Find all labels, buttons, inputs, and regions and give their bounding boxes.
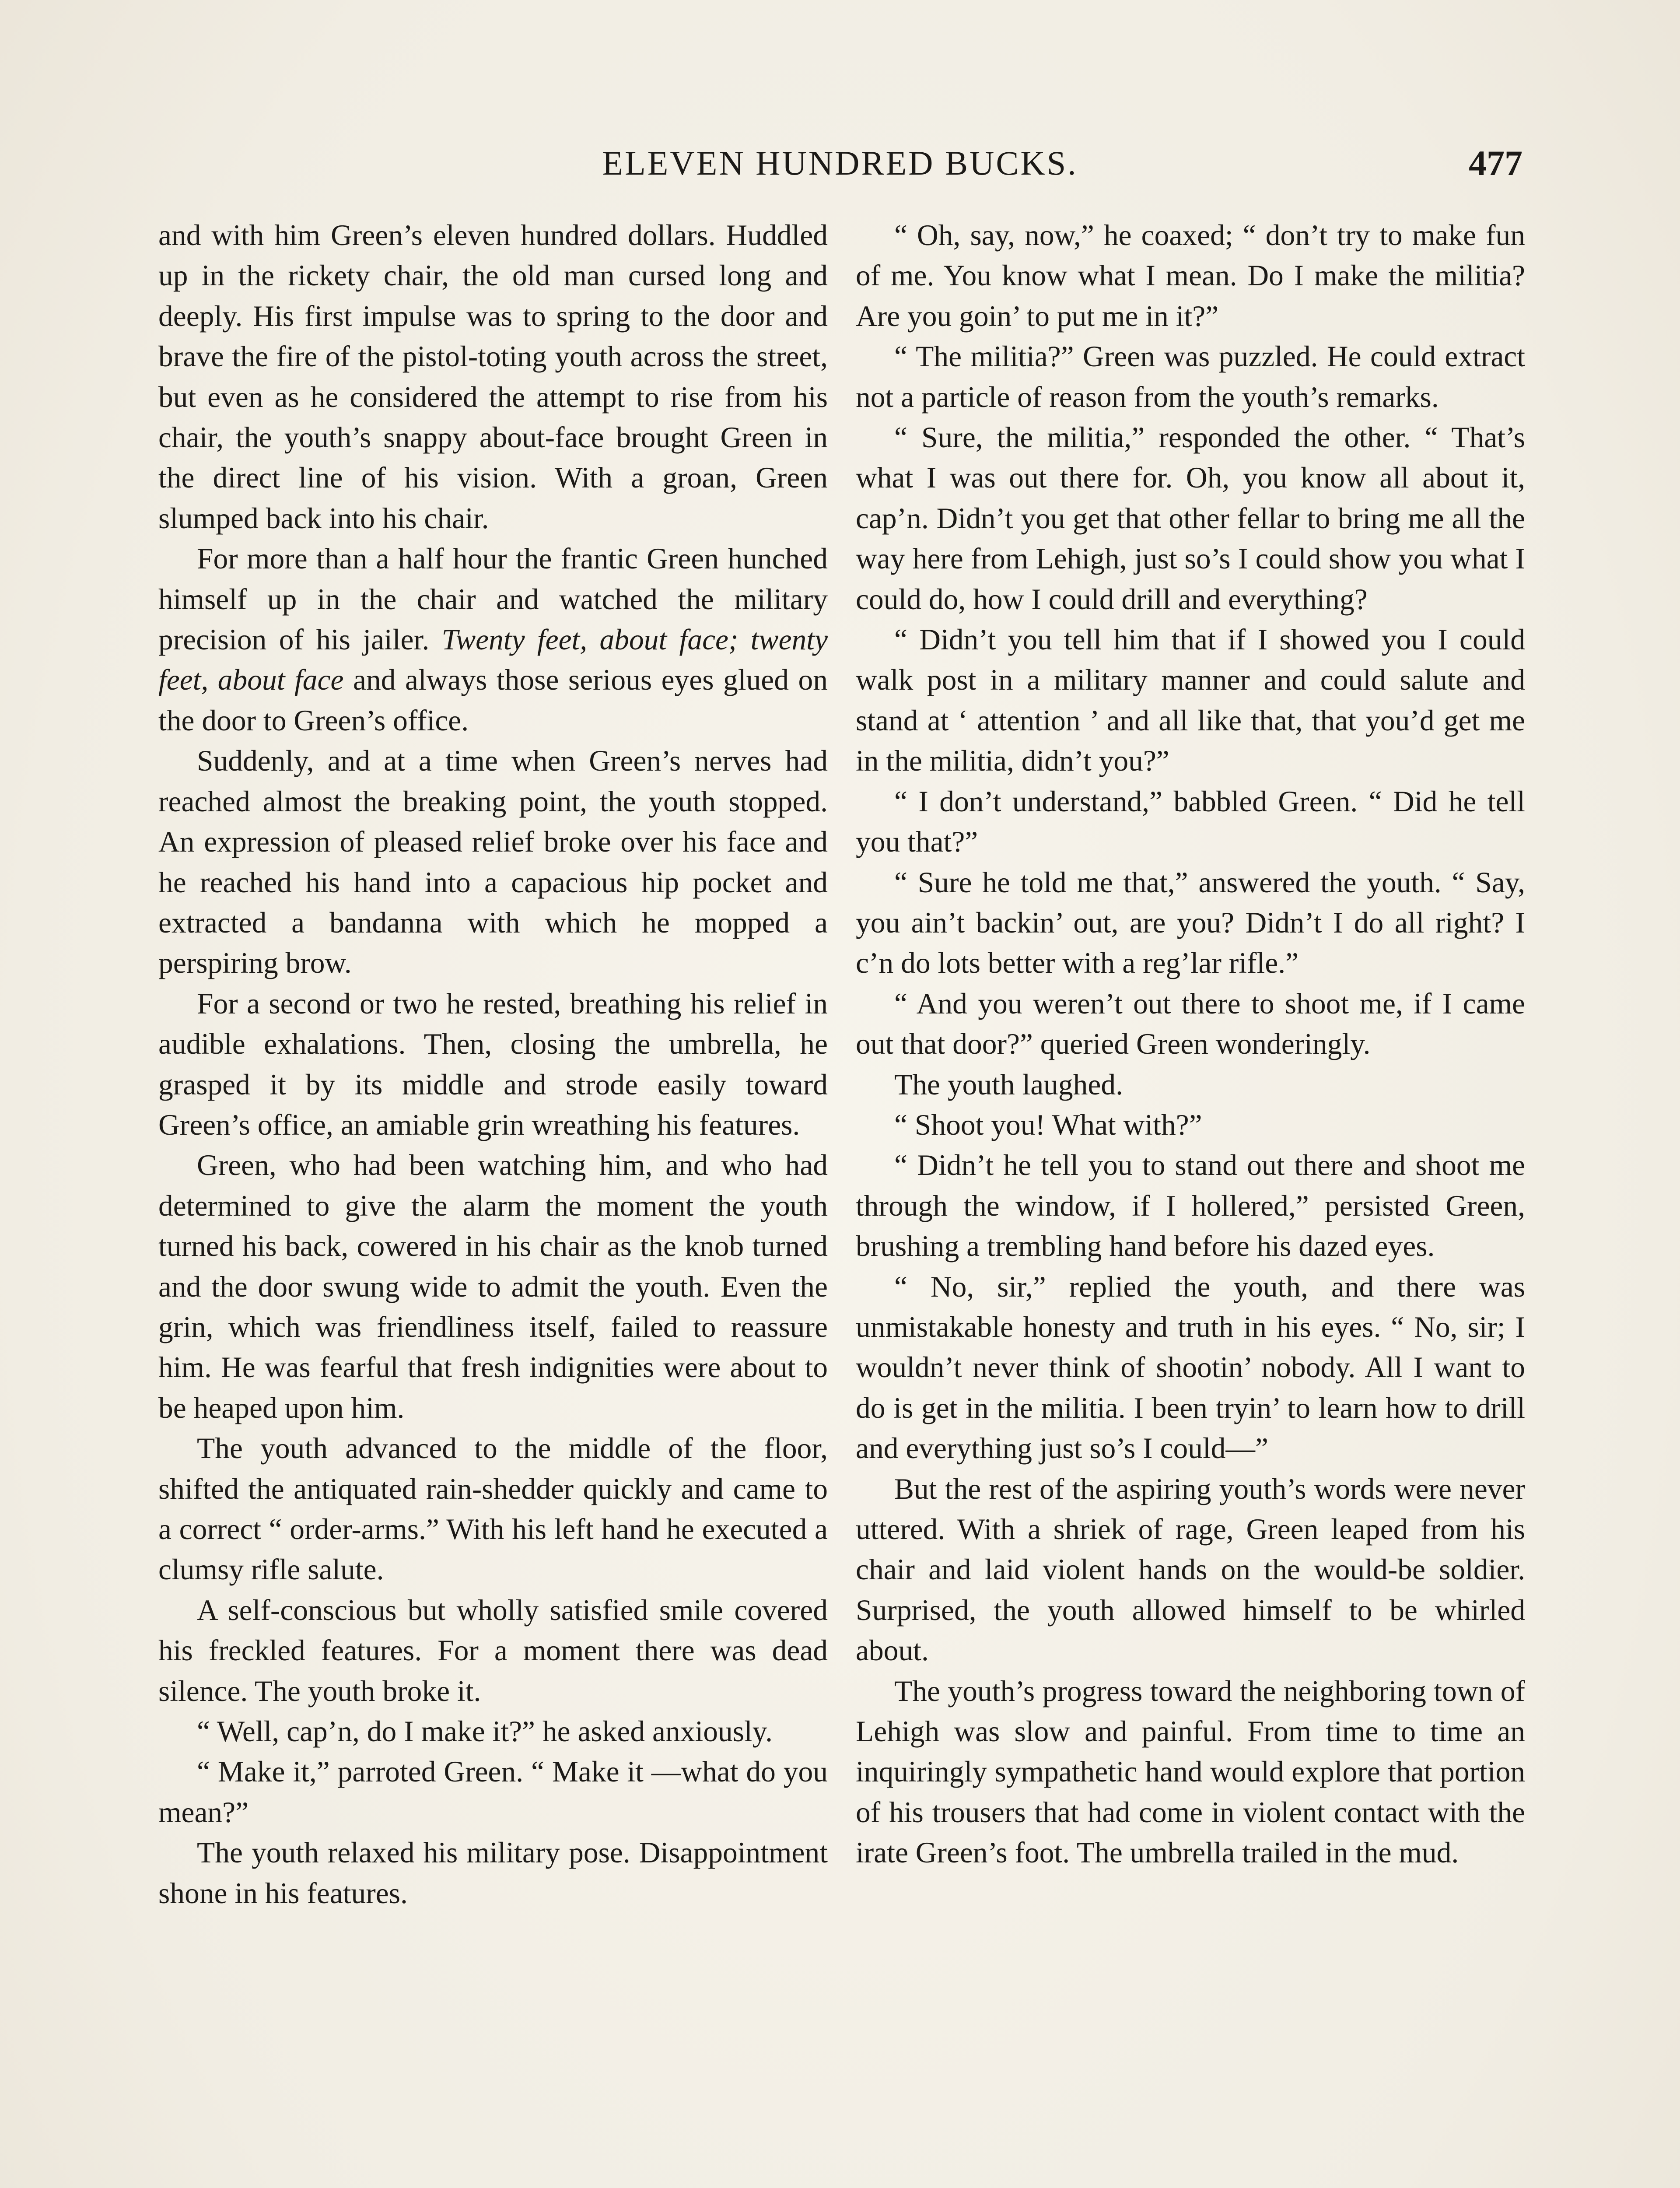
paragraph-text: For more than a half hour the frantic Green hunched himself up in the chair and watched the military precision of his jailer. bbox=[158, 542, 828, 656]
paragraph: “ The militia?” Green was puzzled. He could extract not a particle of reason from the youth’s remarks. bbox=[856, 340, 1525, 414]
paragraph: “ I don’t understand,” babbled Green. “ Did he tell you that?” bbox=[856, 785, 1525, 859]
paragraph: “ Make it,” parroted Green. “ Make it —what do you mean?” bbox=[158, 1755, 828, 1829]
paragraph: “ And you weren’t out there to shoot me, if I came out that door?” queried Green wonderingly. bbox=[856, 987, 1525, 1061]
paragraph: The youth laughed. bbox=[894, 1068, 1123, 1101]
paragraph: “ Sure, the militia,” responded the other. “ That’s what I was out there for. Oh, you know all about it, cap’n. Didn’t you get that other fellar to bring me all the way here from Lehigh, just so’s I could show you what I could do, how I could drill and everything? bbox=[856, 421, 1525, 616]
paragraph: The youth’s progress toward the neighboring town of Lehigh was slow and painful. From time to time an inquiringly sympathetic hand would explore that portion of his trousers that had come in violent contact with the irate Green’s foot. The umbrella trailed in the mud. bbox=[856, 1674, 1525, 1869]
paragraph: Green, who had been watching him, and who had determined to give the alarm the moment the youth turned his back, cowered in his chair as the knob turned and the door swung wide to admit the youth. Even the grin, which was friendliness itself, failed to reassure him. He was fearful that fresh indignities were about to be heaped upon him. bbox=[158, 1149, 828, 1424]
paragraph: The youth advanced to the middle of the floor, shifted the antiquated rain-shedder quickly and came to a correct “ order-arms.” With his left hand he executed a clumsy rifle salute. bbox=[158, 1432, 828, 1586]
story-title: ELEVEN HUNDRED BUCKS. bbox=[602, 144, 1078, 182]
paragraph: “ Didn’t you tell him that if I showed you I could walk post in a military manner and could salute and stand at ‘ attention ’ and all like that, that you’d get me in the militia, didn’t you?” bbox=[856, 623, 1525, 778]
page-number: 477 bbox=[1469, 143, 1522, 183]
running-head bbox=[158, 139, 1522, 187]
left-text-column bbox=[158, 215, 828, 1914]
paragraph: “ No, sir,” replied the youth, and there was unmistakable honesty and truth in his eyes. “ No, sir; I wouldn’t never think of shootin’ nobody. All I want to do is get in the militia. I been tryin’ to learn how to drill and everything just so’s I could—” bbox=[856, 1270, 1525, 1465]
paragraph: Suddenly, and at a time when Green’s nerves had reached almost the breaking point, the youth stopped. An expression of pleased relief broke over his face and he reached his hand into a capacious hip pocket and extracted a bandanna with which he mopped a perspiring brow. bbox=[158, 744, 828, 980]
paragraph: For a second or two he rested, breathing his relief in audible exhalations. Then, closing the umbrella, he grasped it by its middle and strode easily toward Green’s office, an amiable grin wreathing his features. bbox=[158, 987, 828, 1141]
paragraph: “ Shoot you! What with?” bbox=[894, 1108, 1202, 1141]
paragraph: and with him Green’s eleven hundred dollars. Huddled up in the rickety chair, the old man cursed long and deeply. His first impulse was to spring to the door and brave the fire of the pistol-toting youth across the street, but even as he considered the attempt to rise from his chair, the youth’s snappy about-face brought Green in the direct line of his vision. With a groan, Green slumped back into his chair. bbox=[158, 219, 828, 535]
paragraph: “ Sure he told me that,” answered the youth. “ Say, you ain’t backin’ out, are you? Didn’t I do all right? I c’n do lots better with a reg’lar rifle.” bbox=[856, 866, 1525, 980]
paragraph: But the rest of the aspiring youth’s words were never uttered. With a shriek of rage, Green leaped from his chair and laid violent hands on the would-be soldier. Surprised, the youth allowed himself to be whirled about. bbox=[856, 1472, 1525, 1667]
paragraph: The youth relaxed his military pose. Disappointment shone in his features. bbox=[158, 1836, 828, 1910]
paragraph bbox=[158, 539, 828, 741]
paragraph-text: and always those serious eyes glued on the door to Green’s office. bbox=[158, 663, 828, 737]
paragraph: “ Well, cap’n, do I make it?” he asked anxiously. bbox=[197, 1715, 773, 1748]
paragraph: “ Oh, say, now,” he coaxed; “ don’t try to make fun of me. You know what I mean. Do I make the militia? Are you goin’ to put me in it?” bbox=[856, 219, 1525, 333]
paragraph: “ Didn’t he tell you to stand out there and shoot me through the window, if I hollered,” persisted Green, brushing a trembling hand before his dazed eyes. bbox=[856, 1149, 1525, 1263]
right-text-column bbox=[856, 215, 1525, 1873]
paragraph: A self-conscious but wholly satisfied smile covered his freckled features. For a moment there was dead silence. The youth broke it. bbox=[158, 1593, 828, 1708]
italic-phrase: Twenty feet, about face; twenty feet, about face bbox=[158, 623, 828, 697]
